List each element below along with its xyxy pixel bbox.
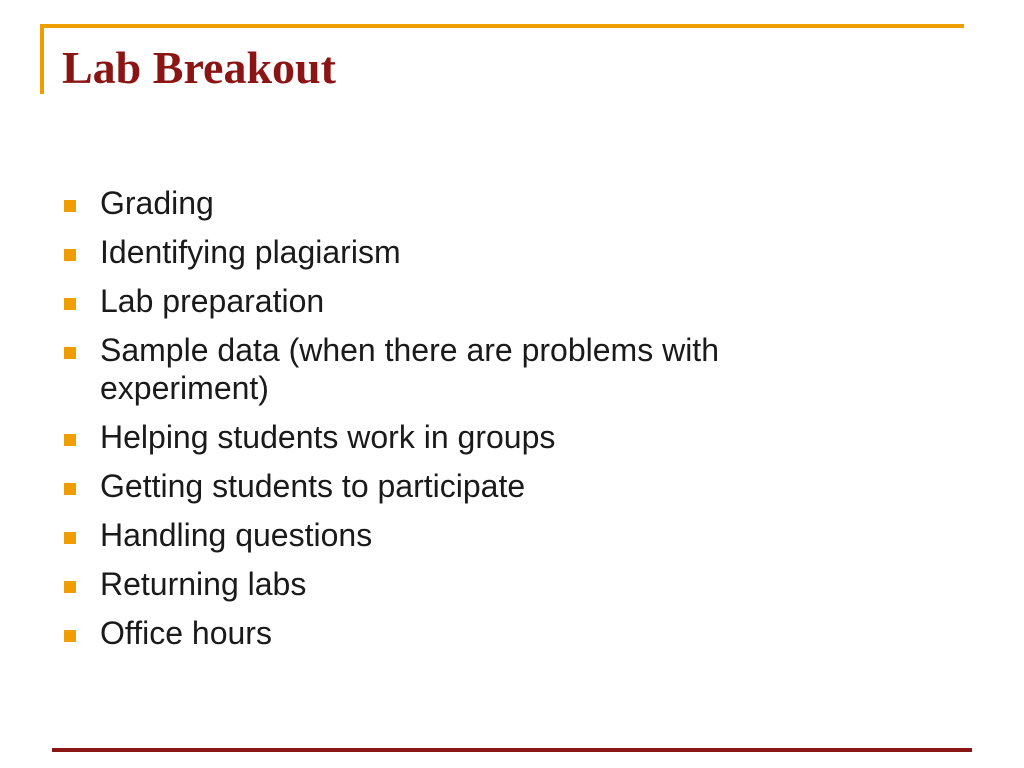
bullet-item-getting-students-to-participate [62, 467, 882, 505]
bullet-text: Identifying plagiarism [100, 234, 401, 270]
bullet-item-lab-preparation [62, 282, 882, 320]
bullet-item-identifying-plagiarism [62, 233, 882, 271]
square-bullet-icon [64, 347, 76, 359]
bullet-item-sample-data [62, 331, 882, 407]
square-bullet-icon [64, 630, 76, 642]
bullet-item-returning-labs [62, 565, 882, 603]
bullet-text: Office hours [100, 615, 272, 651]
footer-divider [52, 748, 972, 752]
square-bullet-icon [64, 200, 76, 212]
bullet-item-grading [62, 184, 882, 222]
bullet-item-office-hours [62, 614, 882, 652]
bullet-text: Sample data (when there are problems with experiment) [100, 332, 719, 406]
bullet-list [62, 184, 882, 663]
square-bullet-icon [64, 532, 76, 544]
slide-title: Lab Breakout [62, 42, 336, 93]
bullet-text: Getting students to participate [100, 468, 526, 504]
title-accent-top-line [40, 24, 964, 28]
bullet-text: Handling questions [100, 517, 373, 553]
title-accent-left-line [40, 24, 44, 94]
bullet-text: Grading [100, 185, 214, 221]
square-bullet-icon [64, 581, 76, 593]
bullet-text: Helping students work in groups [100, 419, 556, 455]
bullet-text: Returning labs [100, 566, 307, 602]
square-bullet-icon [64, 483, 76, 495]
bullet-item-helping-students [62, 418, 882, 456]
square-bullet-icon [64, 249, 76, 261]
square-bullet-icon [64, 434, 76, 446]
bullet-item-handling-questions [62, 516, 882, 554]
square-bullet-icon [64, 298, 76, 310]
bullet-text: Lab preparation [100, 283, 325, 319]
